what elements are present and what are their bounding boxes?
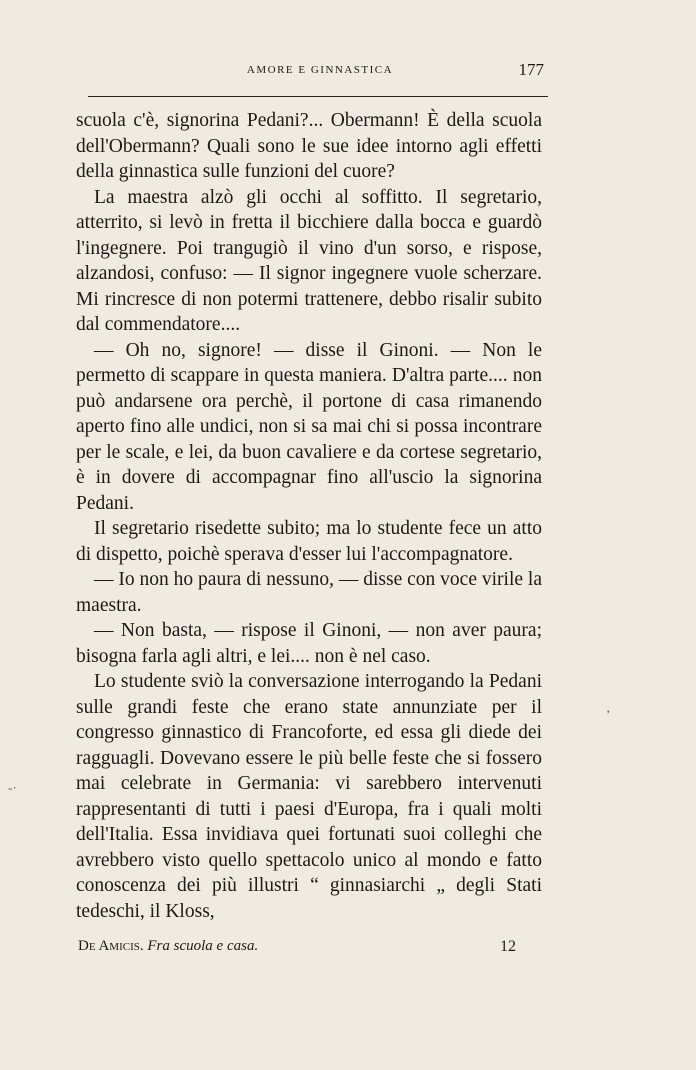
paragraph: — Oh no, signore! — disse il Ginoni. — Non le permetto di scappare in questa maniera. D'altra parte.... non può andarsene ora perchè, il portone di casa rimanendo aperto fino alle undici, non si sa mai chi si possa incontrare per le scale, e lei, da buon cavaliere e da cortese segretario, è in dovere di accompagnar fino all'uscio la signorina Pedani.: [76, 339, 542, 514]
signature-number: 12: [500, 938, 516, 955]
paragraph: scuola c'è, signorina Pedani?... Obermann! È della scuola dell'Obermann? Quali sono le sue idee intorno agli effetti della ginnastica sulle funzioni del cuore?: [76, 110, 542, 182]
margin-mark-left: -·: [8, 780, 17, 795]
paragraph: — Io non ho paura di nessuno, — disse con voce virile la maestra.: [76, 569, 542, 616]
body-text: [76, 108, 542, 924]
signature-author: De Amicis.: [78, 938, 144, 954]
signature-mark: [78, 938, 258, 954]
margin-mark-right: ‚: [606, 700, 611, 715]
paragraph: Il segretario risedette subito; ma lo studente fece un atto di dispetto, poichè sperava d'esser lui l'accompagnatore.: [76, 518, 542, 565]
page-number: 177: [518, 60, 544, 79]
header-rule: [88, 96, 548, 97]
running-title: AMORE E GINNASTICA: [246, 64, 394, 76]
paragraph: La maestra alzò gli occhi al soffitto. Il segretario, atterrito, si levò in fretta il bicchiere dalla bocca e guardò l'ingegnere. Poi trangugiò il vino d'un sorso, e rispose, alzandosi, confuso: — Il signor ingegnere vuole scherzare. Mi rincresce di non potermi trattenere, debbo risalir subito dal commendatore....: [76, 186, 542, 335]
signature-title: Fra scuola e casa.: [147, 938, 259, 954]
paragraph: Lo studente sviò la conversazione interrogando la Pedani sulle grandi feste che erano state annunziate per il congresso ginnastico di Francoforte, ed essa gli diede dei ragguagli. Dovevano essere le più belle feste che si fossero mai celebrate in Germania: vi sarebbero intervenuti rappresentanti di tutti i paesi d'Europa, fra i quali molti dell'Italia. Essa invidiava quei fortunati suoi colleghi che avrebbero visto quello spettacolo unico al mondo e fatto conoscenza dei più illustri “ ginnasiarchi „ degli Stati tedeschi, il Kloss,: [76, 671, 542, 922]
running-head: [90, 60, 550, 86]
signature-line: [78, 938, 516, 955]
paragraph: — Non basta, — rispose il Ginoni, — non aver paura; bisogna farla agli altri, e lei.... non è nel caso.: [76, 620, 542, 667]
